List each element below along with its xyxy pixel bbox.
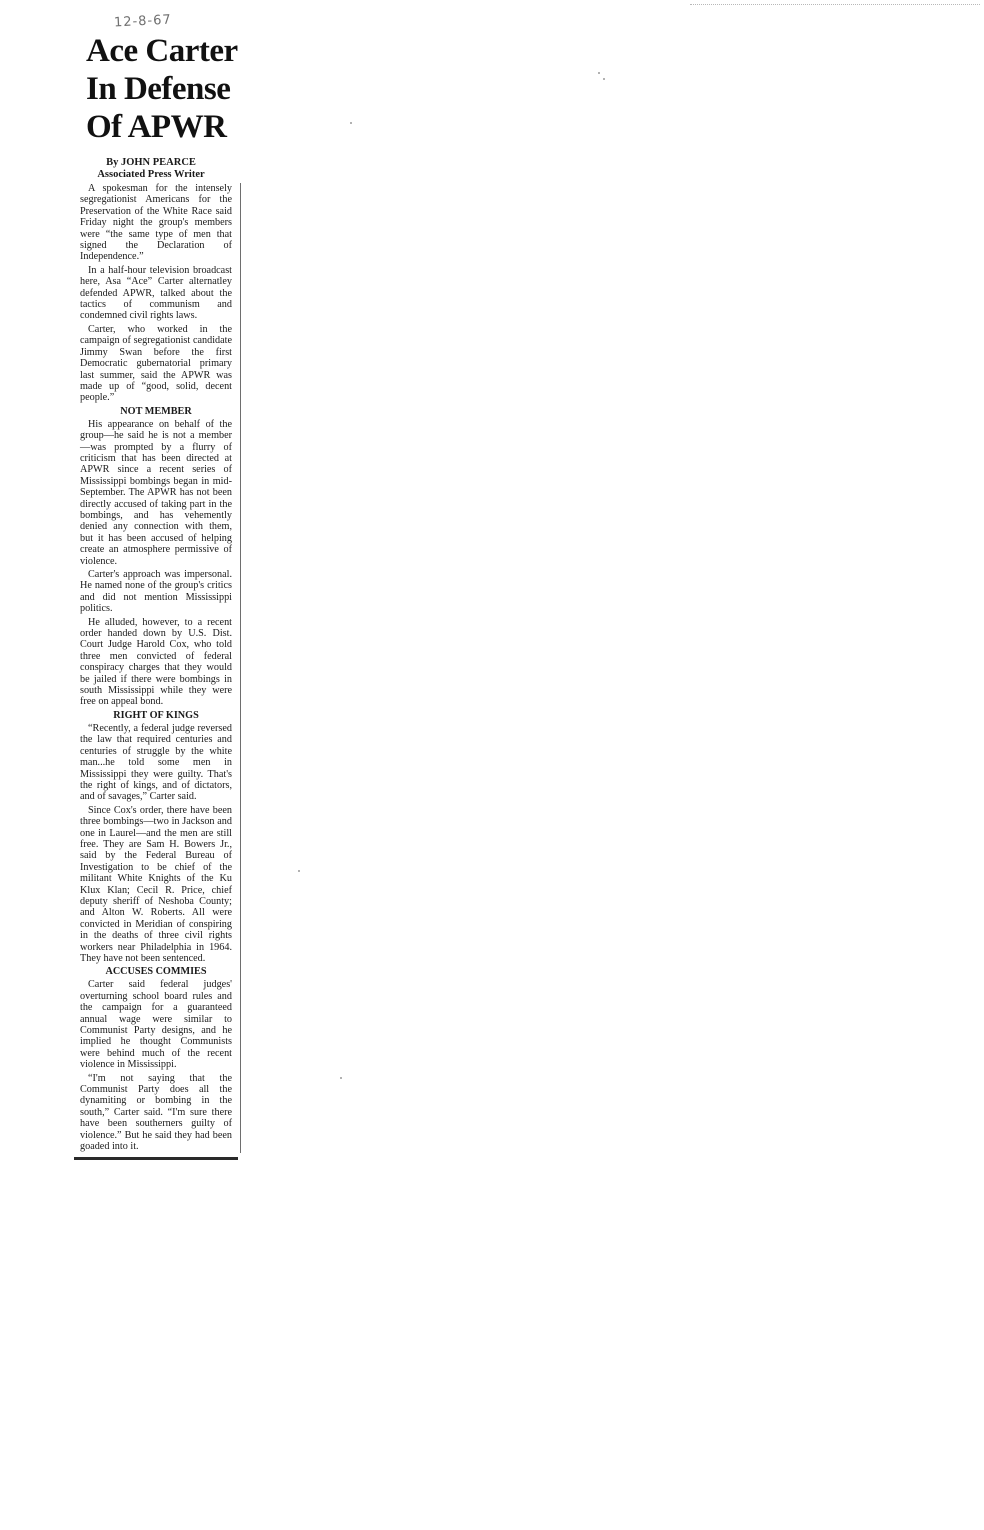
headline-line: In Defense — [86, 71, 231, 107]
article-paragraph: “I'm not saying that the Communist Party does all the dynamiting or bombing in the south,” Carter said. “I'm sure there have been southerners guilty of violence.” But he said they had been goaded into it. — [80, 1072, 232, 1153]
article-paragraph: Carter said federal judges' overturning school board rules and the campaign for a guaranteed annual wage were similar to Communist Party designs, and he implied he thought Communists were behind much of the recent violence in Mississippi. — [80, 979, 232, 1071]
byline-author: By JOHN PEARCE — [106, 157, 196, 168]
scan-speck — [350, 122, 352, 124]
headline-line: Of APWR — [86, 109, 227, 145]
scan-speck — [603, 78, 605, 80]
newspaper-clipping — [76, 12, 238, 1160]
article-paragraph: Carter's approach was impersonal. He named none of the group's critics and did not mention Mississippi politics. — [80, 569, 232, 615]
byline — [76, 157, 226, 181]
article-paragraph: In a half-hour television broadcast here, Asa “Ace” Carter alternatley defended APWR, talked about the tactics of communism and condemned civil rights laws. — [80, 264, 232, 322]
handwritten-date: 12-8-67 — [113, 12, 173, 31]
byline-credit: Associated Press Writer — [97, 169, 205, 180]
article-paragraph: Since Cox's order, there have been three bombings—two in Jackson and one in Laurel—and the men are still free. They are Sam H. Bowers Jr., said by the Federal Bureau of Investigation to be chief of the militant White Knights of the Ku Klux Klan; Cecil R. Price, chief deputy sheriff of Neshoba County; and Alton W. Roberts. All were convicted in Meridian of conspiring in the deaths of three civil rights workers near Philadelphia in 1964. They have not been sentenced. — [80, 804, 232, 964]
article-body — [80, 183, 241, 1153]
article-paragraph: A spokesman for the intensely segregationist Americans for the Preservation of the White Race said Friday night the group's members were “the same type of men that signed the Declaration of Independence.” — [80, 183, 232, 263]
article-paragraph: His appearance on behalf of the group—he said he is not a member—was prompted by a flurry of criticism that has been directed at APWR since a recent series of Mississippi bombings began in mid-September. The APWR has not been directly accused of taking part in the bombings, and has vehemently denied any connection with them, but it has been accused of helping create an atmosphere permissive of violence. — [80, 418, 232, 567]
scan-speck — [340, 1077, 342, 1079]
bottom-rule — [74, 1157, 238, 1160]
article-paragraph: He alluded, however, to a recent order handed down by U.S. Dist. Court Judge Harold Cox, who told three men convicted of federal conspiracy charges that they would be jailed if there were bombings in south Mississippi while they were free on appeal bond. — [80, 616, 232, 708]
subhead: ACCUSES COMMIES — [105, 966, 207, 978]
headline — [86, 32, 236, 146]
scan-edge-dots — [690, 4, 980, 5]
scan-speck — [598, 72, 600, 74]
scan-speck — [298, 870, 300, 872]
subhead: NOT MEMBER — [120, 405, 192, 417]
article-paragraph: “Recently, a federal judge reversed the law that required centuries and centuries of struggle by the white man...he told some men in Mississippi they were guilty. That's the right of kings, and of dictators, and of savages,” Carter said. — [80, 722, 232, 803]
subhead: RIGHT OF KINGS — [113, 709, 199, 721]
headline-line: Ace Carter — [86, 33, 238, 69]
article-paragraph: Carter, who worked in the campaign of segregationist candidate Jimmy Swan before the first Democratic gubernatorial primary last summer, said the APWR was made up of “good, solid, decent people.” — [80, 323, 232, 404]
